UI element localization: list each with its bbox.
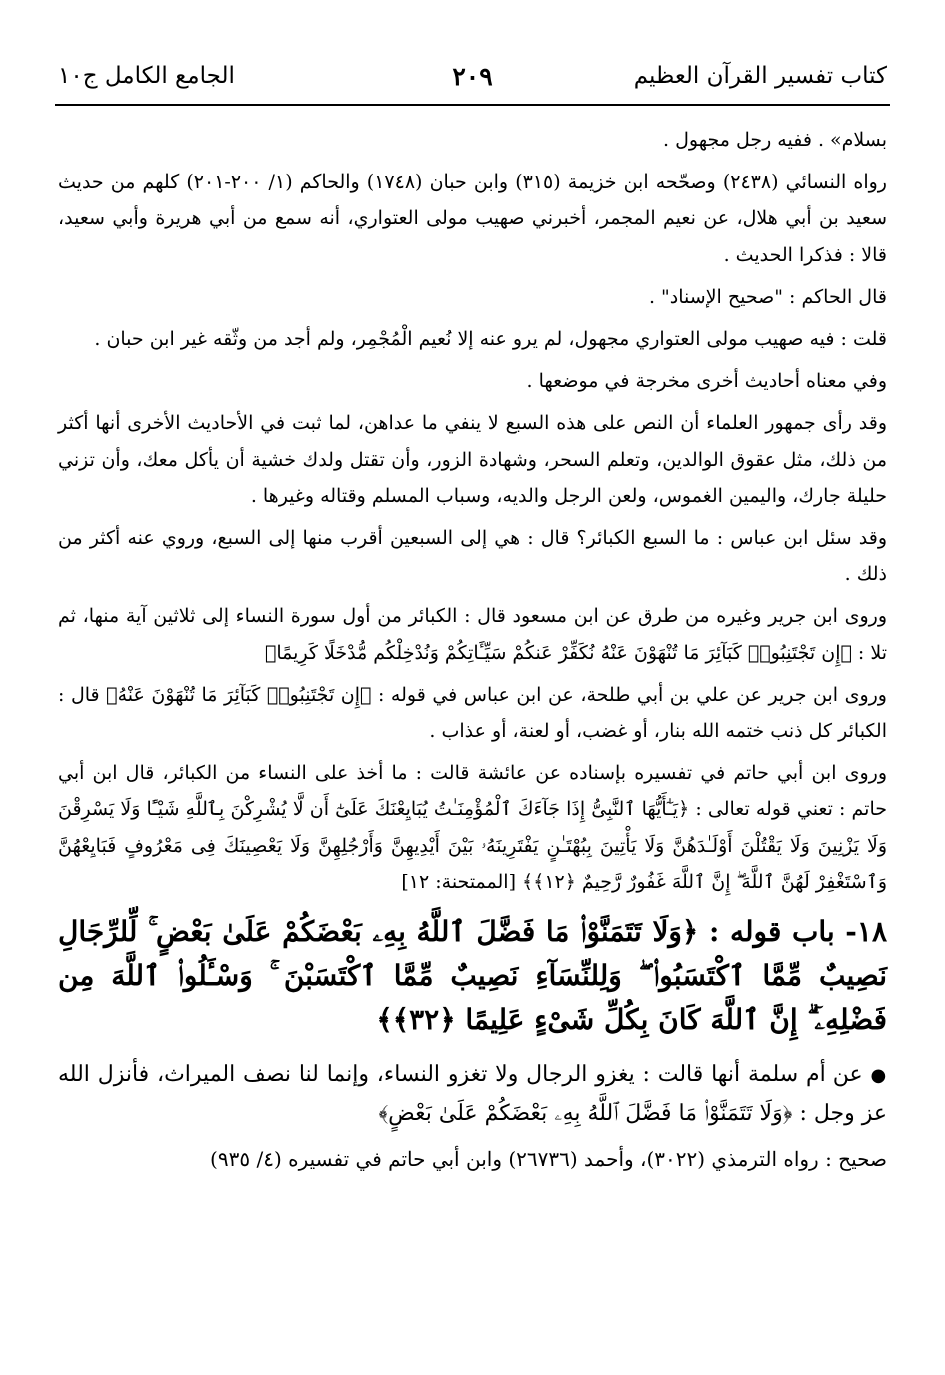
header-volume-title: الجامع الكامل ج١٠	[58, 62, 235, 89]
hadith-text	[58, 1056, 887, 1133]
hadith-grading: صحيح : رواه الترمذي (٣٠٢٢)، وأحمد (٢٦٧٣٦) وابن أبي حاتم في تفسيره (٤/ ٩٣٥)	[210, 1147, 887, 1172]
paragraph: وقد رأى جمهور العلماء أن النص على هذه السبع لا ينفي ما عداهن، لما ثبت في الأحاديث الأخرى أنها أكثر من ذلك، مثل عقوق الوالدين، وتعلم السحر، وشهادة الزور، وأن تقتل ولدك خشية أن يأكل معك، وأن تزني حليلة جارك، واليمين الغموس، ولعن الرجل والديه، وسباب المسلم وقتاله وغيرها .	[58, 412, 887, 507]
page-number: ٢٠٩	[452, 61, 493, 91]
hadith-body: عن أم سلمة أنها قالت : يغزو الرجال ولا تغزو النساء، وإنما لنا نصف الميراث، فأنزل الله عز وجل : ﴿وَلَا تَتَمَنَّوْا۟ مَا فَضَّلَ ٱللَّهُ بِهِۦ بَعْضَكُمْ عَلَىٰ بَعْضٍ﴾	[58, 1062, 887, 1127]
paragraph: رواه النسائي (٢٤٣٨) وصحّحه ابن خزيمة (٣١٥) وابن حبان (١٧٤٨) والحاكم (١/ ٢٠٠-٢٠١) كلهم من حديث سعيد بن أبي هلال، عن نعيم المجمر، أخبرني صهيب مولى العتواري، أنه سمع من أبي هريرة وأبي سعيد، قالا : فذكرا الحديث .	[58, 171, 887, 266]
paragraph: قلت : فيه صهيب مولى العتواري مجهول، لم يرو عنه إلا نُعيم الْمُجْمِر، ولم أجد من وثّقه غير ابن حبان .	[94, 328, 887, 351]
chapter-heading: ١٨- باب قوله : ﴿وَلَا تَتَمَنَّوْا۟ مَا فَضَّلَ ٱللَّهُ بِهِۦ بَعْضَكُمْ عَلَىٰ بَعْضٍ ۚ لِّلرِّجَالِ نَصِيبٌ مِّمَّا ٱكْتَسَبُوا۟ ۖ وَلِلنِّسَآءِ نَصِيبٌ مِّمَّا ٱكْتَسَبْنَ ۚ وَسْـَٔلُوا۟ ٱللَّهَ مِن فَضْلِهِۦٓ ۗ إِنَّ ٱللَّهَ كَانَ بِكُلِّ شَىْءٍ عَلِيمًا ﴿٣٢﴾﴾	[58, 915, 887, 1037]
running-header	[58, 56, 887, 96]
bullet-icon: ●	[870, 1065, 887, 1087]
paragraph: وروى ابن أبي حاتم في تفسيره بإسناده عن عائشة قالت : ما أخذ على النساء من الكبائر، قال ابن أبي حاتم : تعني قوله تعالى : ﴿يَـٰٓأَيُّهَا ٱلنَّبِىُّ إِذَا جَآءَكَ ٱلْمُؤْمِنَـٰتُ يُبَايِعْنَكَ عَلَىٰٓ أَن لَّا يُشْرِكْنَ بِٱللَّهِ شَيْـًٔا وَلَا يَسْرِقْنَ وَلَا يَزْنِينَ وَلَا يَقْتُلْنَ أَوْلَـٰدَهُنَّ وَلَا يَأْتِينَ بِبُهْتَـٰنٍ يَفْتَرِينَهُۥ بَيْنَ أَيْدِيهِنَّ وَأَرْجُلِهِنَّ وَلَا يَعْصِينَكَ فِى مَعْرُوفٍ فَبَايِعْهُنَّ وَٱسْتَغْفِرْ لَهُنَّ ٱللَّهَ ۖ إِنَّ ٱللَّهَ غَفُورٌ رَّحِيمٌ ﴿١٢﴾﴾ [الممتحنة: ١٢]	[58, 762, 887, 893]
paragraph: وقد سئل ابن عباس : ما السبع الكبائر؟ قال : هي إلى السبعين أقرب منها إلى السبع، وروي عنه أكثر من ذلك .	[58, 527, 887, 586]
paragraph: بسلام» . ففيه رجل مجهول .	[663, 129, 887, 151]
paragraph: وروى ابن جرير عن علي بن أبي طلحة، عن ابن عباس في قوله : ﴿إِن تَجْتَنِبُوا۟ كَبَآئِرَ مَا تُنْهَوْنَ عَنْهُ﴾ قال : الكبائر كل ذنب ختمه الله بنار، أو غضب، أو لعنة، أو عذاب .	[58, 683, 887, 743]
paragraph: قال الحاكم : "صحيح الإسناد" .	[648, 285, 887, 308]
header-rule	[55, 104, 890, 106]
header-book-title: كتاب تفسير القرآن العظيم	[633, 62, 887, 89]
page-body	[58, 122, 887, 1177]
paragraph: وفي معناه أحاديث أخرى مخرجة في موضعها .	[526, 370, 887, 393]
paragraph: وروى ابن جرير وغيره من طرق عن ابن مسعود قال : الكبائر من أول سورة النساء إلى ثلاثين آية منها، ثم تلا : ﴿إِن تَجْتَنِبُوا۟ كَبَآئِرَ مَا تُنْهَوْنَ عَنْهُ نُكَفِّرْ عَنكُمْ سَيِّـَٔاتِكُمْ وَنُدْخِلْكُم مُّدْخَلًا كَرِيمًا﴾	[58, 605, 887, 664]
